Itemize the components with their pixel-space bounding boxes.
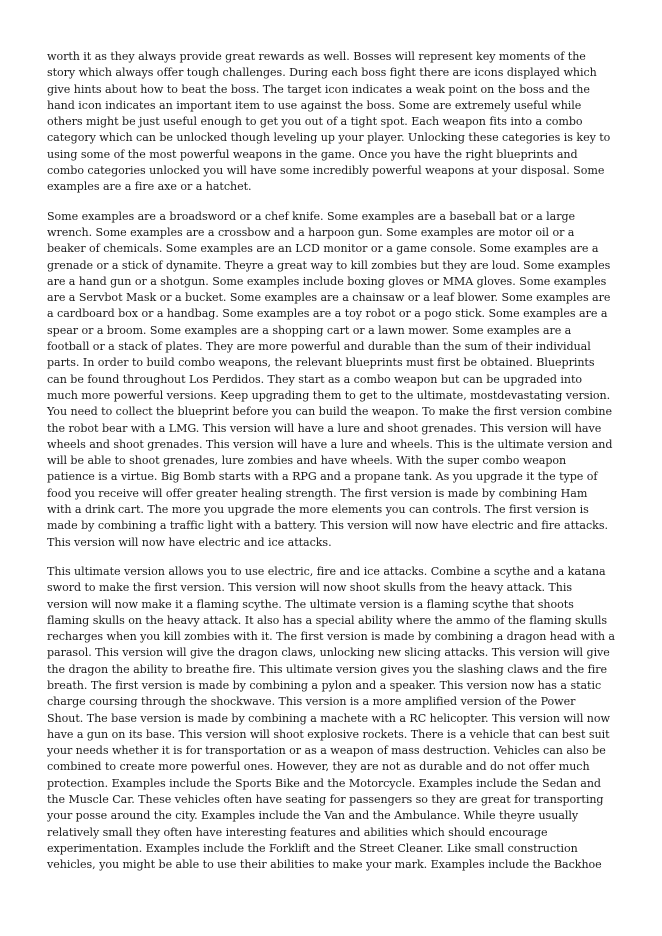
document-page [47,49,615,887]
paragraph-3: This ultimate version allows you to use electric, fire and ice attacks. Combine a scythe and a katana sword to make the first version. This version will now shoot skulls from the heavy attack. This version will now make it a flaming scythe. The ultimate version is a flaming scythe that shoots flaming skulls on the heavy attack. It also has a special ability where the ammo of the flaming skulls recharges when you kill zombies with it. The first version is made by combining a dragon head with a parasol. This version will give the dragon claws, unlocking new slicing attacks. This version will give the dragon the ability to breathe fire. This ultimate version gives you the slashing claws and the fire breath. The first version is made by combining a pylon and a speaker. This version now has a static charge coursing through the shockwave. This version is a more amplified version of the Power Shout. The base version is made by combining a machete with a RC helicopter. This version will now have a gun on its base. This version will shoot explosive rockets. There is a vehicle that can best suit your needs whether it is for transportation or as a weapon of mass destruction. Vehicles can also be combined to create more powerful ones. However, they are not as durable and do not offer much protection. Examples include the Sports Bike and the Motorcycle. Examples include the Sedan and the Muscle Car. These vehicles often have seating for passengers so they are great for transporting your posse around the city. Examples include the Van and the Ambulance. While theyre usually relatively small they often have interesting features and abilities which should encourage experimentation. Examples include the Forklift and the Street Cleaner. Like small construction vehicles, you might be able to use their abilities to make your mark. Examples include the Backhoe [47,564,615,872]
paragraph-1: worth it as they always provide great rewards as well. Bosses will represent key moments of the story which always offer tough challenges. During each boss fight there are icons displayed which give hints about how to beat the boss. The target icon indicates a weak point on the boss and the hand icon indicates an important item to use against the boss. Some are extremely useful while others might be just useful enough to get you out of a tight spot. Each weapon fits into a combo category which can be unlocked though leveling up your player. Unlocking these categories is key to using some of the most powerful weapons in the game. Once you have the right blueprints and combo categories unlocked you will have some incredibly powerful weapons at your disposal. Some examples are a fire axe or a hatchet. [47,50,611,194]
paragraph-2: Some examples are a broadsword or a chef knife. Some examples are a baseball bat or a large wrench. Some examples are a crossbow and a harpoon gun. Some examples are motor oil or a beaker of chemicals. Some examples are an LCD monitor or a game console. Some examples are a grenade or a stick of dynamite. Theyre a great way to kill zombies but they are loud. Some examples are a hand gun or a shotgun. Some examples include boxing gloves or MMA gloves. Some examples are a Servbot Mask or a bucket. Some examples are a chainsaw or a leaf blower. Some examples are a cardboard box or a handbag. Some examples are a toy robot or a pogo stick. Some examples are a spear or a broom. Some examples are a shopping cart or a lawn mower. Some examples are a football or a stack of plates. They are more powerful and durable than the sum of their individual parts. In order to build combo weapons, the relevant blueprints must first be obtained. Blueprints can be found throughout Los Perdidos. They start as a combo weapon but can be upgraded into much more powerful versions. Keep upgrading them to get to the ultimate, mostdevastating version. You need to collect the blueprint before you can build the weapon. To make the first version combine the robot bear with a LMG. This version will have a lure and shoot grenades. This version will have wheels and shoot grenades. This version will have a lure and wheels. This is the ultimate version and will be able to shoot grenades, lure zombies and have wheels. With the super combo weapon patience is a virtue. Big Bomb starts with a RPG and a propane tank. As you upgrade it the type of food you receive will offer greater healing strength. The first version is made by combining Ham with a drink cart. The more you upgrade the more elements you can controls. The first version is made by combining a traffic light with a battery. This version will now have electric and fire attacks. This version will now have electric and ice attacks. [47,209,613,549]
